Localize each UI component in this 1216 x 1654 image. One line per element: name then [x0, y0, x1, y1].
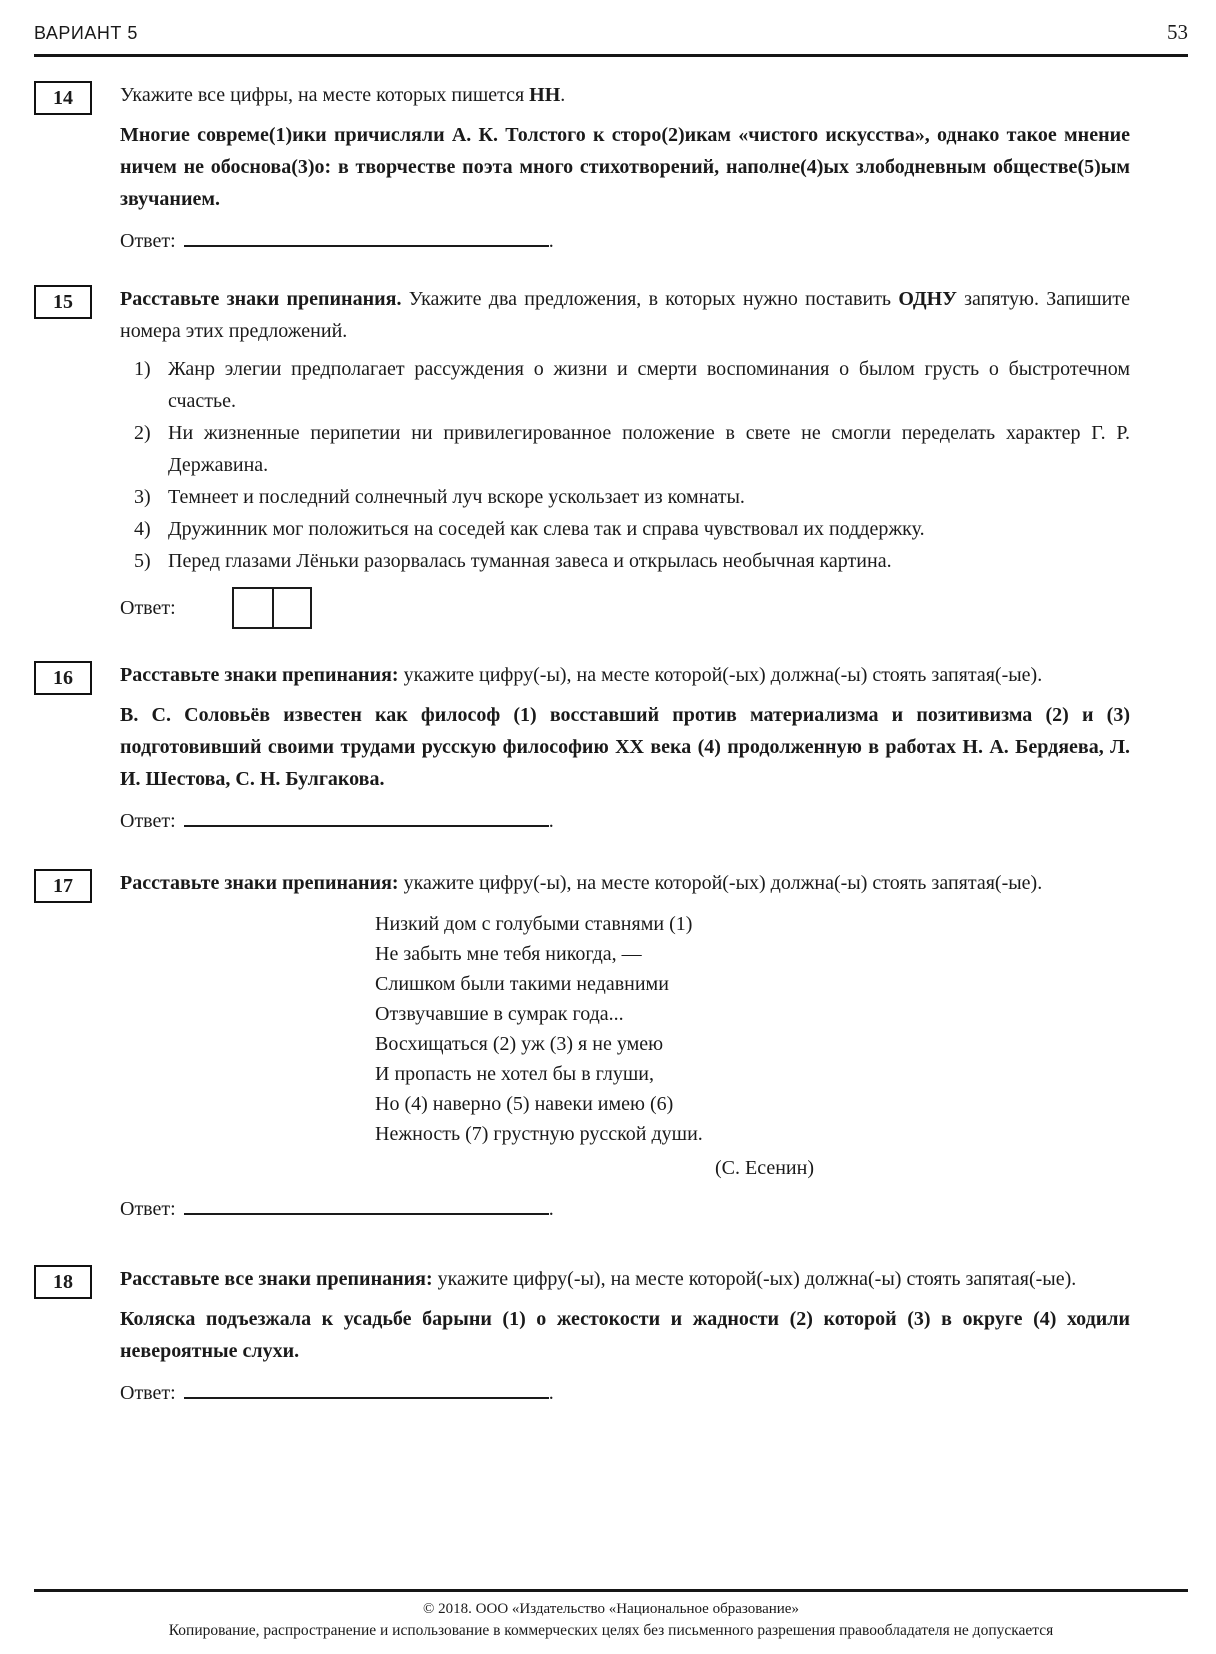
question-17-number: 17 — [34, 869, 92, 903]
list-item — [120, 353, 1130, 417]
question-18-answer-blank — [184, 1384, 549, 1399]
poem-line: И пропасть не хотел бы в глуши, — [375, 1063, 654, 1085]
list-item-text: Темнеет и последний солнечный луч вскоре ускользает из комнаты. — [168, 486, 745, 508]
list-item-number: 2) — [134, 422, 151, 444]
question-15-answer — [120, 587, 1130, 629]
prompt-bold: Расставьте все знаки препинания: — [120, 1268, 433, 1290]
prompt-bold: Расставьте знаки препинания. — [120, 288, 402, 310]
answer-period: . — [548, 810, 554, 832]
question-14-answer — [120, 225, 1130, 257]
prompt-bold: Расставьте знаки препинания: — [120, 664, 399, 686]
list-item — [120, 545, 1130, 577]
list-item-number: 1) — [134, 358, 151, 380]
list-item — [120, 481, 1130, 513]
question-18-body — [120, 1263, 1130, 1409]
answer-period: . — [548, 1382, 554, 1404]
question-15 — [34, 283, 1188, 629]
question-16-passage: В. С. Соловьёв известен как философ (1) восставший против материализма и позитивизма (2) и (3) подготовивший своими трудами русскую философию XX века (4) продолженную в работах Н. А. Бердяева, Л. И. Шестова, С. Н. Булгакова. — [120, 704, 1130, 790]
prompt-text: Укажите все цифры, на месте которых пишется — [120, 84, 530, 106]
poem-line: Низкий дом с голубыми ставнями (1) — [375, 913, 693, 935]
footer-notice: Копирование, распространение и использование в коммерческих целях без письменного разрешения правообладателя не допускается — [168, 1622, 1054, 1639]
question-15-options — [120, 353, 1130, 577]
answer-box-cell-1 — [234, 589, 272, 627]
answer-label: Ответ: — [120, 230, 176, 252]
question-16-body — [120, 659, 1130, 837]
question-17-prompt — [120, 867, 1130, 899]
question-17-answer — [120, 1193, 1130, 1225]
question-14-prompt — [120, 79, 1130, 111]
question-16-answer — [120, 805, 1130, 837]
answer-period: . — [548, 1198, 554, 1220]
question-18-number: 18 — [34, 1265, 92, 1299]
poem-line: Слишком были такими недавними — [375, 973, 669, 995]
question-17-poem — [375, 909, 1130, 1149]
list-item — [120, 417, 1130, 481]
list-item-number: 3) — [134, 486, 151, 508]
prompt-text: Укажите два предложения, в которых нужно поставить — [401, 288, 899, 310]
header-rule — [34, 54, 1188, 57]
answer-period: . — [548, 230, 554, 252]
page-number: 53 — [1167, 20, 1188, 44]
answer-label: Ответ: — [120, 1382, 176, 1404]
variant-label: ВАРИАНТ 5 — [34, 23, 138, 43]
page-footer — [34, 1577, 1188, 1640]
question-17-body — [120, 867, 1130, 1225]
question-14 — [34, 79, 1188, 257]
poem-line: Отзвучавшие в сумрак года... — [375, 1003, 624, 1025]
question-14-answer-blank — [184, 232, 549, 247]
page-header — [34, 20, 1188, 45]
footer-copyright: © 2018. ООО «Издательство «Национальное образование» — [423, 1601, 799, 1617]
list-item-number: 4) — [134, 518, 151, 540]
question-15-prompt — [120, 283, 1130, 347]
prompt-bold: НН — [529, 84, 561, 106]
list-item-text: Дружинник мог положиться на соседей как слева так и справа чувствовал их поддержку. — [168, 518, 925, 540]
prompt-text: запятую. Запишите номера этих предложений. — [120, 288, 1131, 342]
prompt-text: укажите цифру(-ы), на месте которой(-ых) должна(-ы) стоять запятая(-ые). — [432, 1268, 1077, 1290]
prompt-text: . — [560, 84, 566, 106]
question-16-number: 16 — [34, 661, 92, 695]
question-16-prompt — [120, 659, 1130, 691]
question-14-number: 14 — [34, 81, 92, 115]
answer-label: Ответ: — [120, 597, 176, 619]
question-17 — [34, 867, 1188, 1225]
poem-line: Но (4) наверно (5) навеки имею (6) — [375, 1093, 674, 1115]
answer-label: Ответ: — [120, 1198, 176, 1220]
prompt-bold: ОДНУ — [898, 288, 957, 310]
question-15-answer-boxes — [232, 587, 312, 629]
list-item-text: Жанр элегии предполагает рассуждения о жизни и смерти воспоминания о былом грусть о быстротечном счастье. — [168, 358, 1130, 412]
poem-line: Не забыть мне тебя никогда, — — [375, 943, 642, 965]
prompt-bold: Расставьте знаки препинания: — [120, 872, 399, 894]
question-15-number: 15 — [34, 285, 92, 319]
footer-rule — [34, 1589, 1188, 1592]
poem-line: Нежность (7) грустную русской души. — [375, 1123, 703, 1145]
list-item — [120, 513, 1130, 545]
question-16-answer-blank — [184, 812, 549, 827]
question-15-body — [120, 283, 1130, 629]
question-17-answer-blank — [184, 1200, 549, 1215]
prompt-text: укажите цифру(-ы), на месте которой(-ых) должна(-ы) стоять запятая(-ые). — [398, 664, 1043, 686]
poem-attribution: (С. Есенин) — [715, 1157, 814, 1179]
prompt-text: укажите цифру(-ы), на месте которой(-ых) должна(-ы) стоять запятая(-ые). — [398, 872, 1043, 894]
question-18-answer — [120, 1377, 1130, 1409]
answer-box-cell-2 — [272, 589, 310, 627]
list-item-text: Перед глазами Лёньки разорвалась туманная завеса и открылась необычная картина. — [168, 550, 892, 572]
answer-label: Ответ: — [120, 810, 176, 832]
question-18-passage: Коляска подъезжала к усадьбе барыни (1) о жестокости и жадности (2) которой (3) в округе (4) ходили невероятные слухи. — [120, 1308, 1130, 1362]
question-16 — [34, 659, 1188, 837]
poem-line: Восхищаться (2) уж (3) я не умею — [375, 1033, 664, 1055]
list-item-text: Ни жизненные перипетии ни привилегированное положение в свете не смогли переделать характер Г. Р. Державина. — [168, 422, 1130, 476]
question-14-passage: Многие совреме(1)ики причисляли А. К. Толстого к сторо(2)икам «чистого искусства», однако такое мнение ничем не обоснова(3)о: в творчестве поэта много стихотворений, наполне(4)ых злободневным обществе(5)ым звучанием. — [120, 124, 1130, 210]
question-18 — [34, 1263, 1188, 1409]
question-14-body — [120, 79, 1130, 257]
question-18-prompt — [120, 1263, 1130, 1295]
list-item-number: 5) — [134, 550, 151, 572]
